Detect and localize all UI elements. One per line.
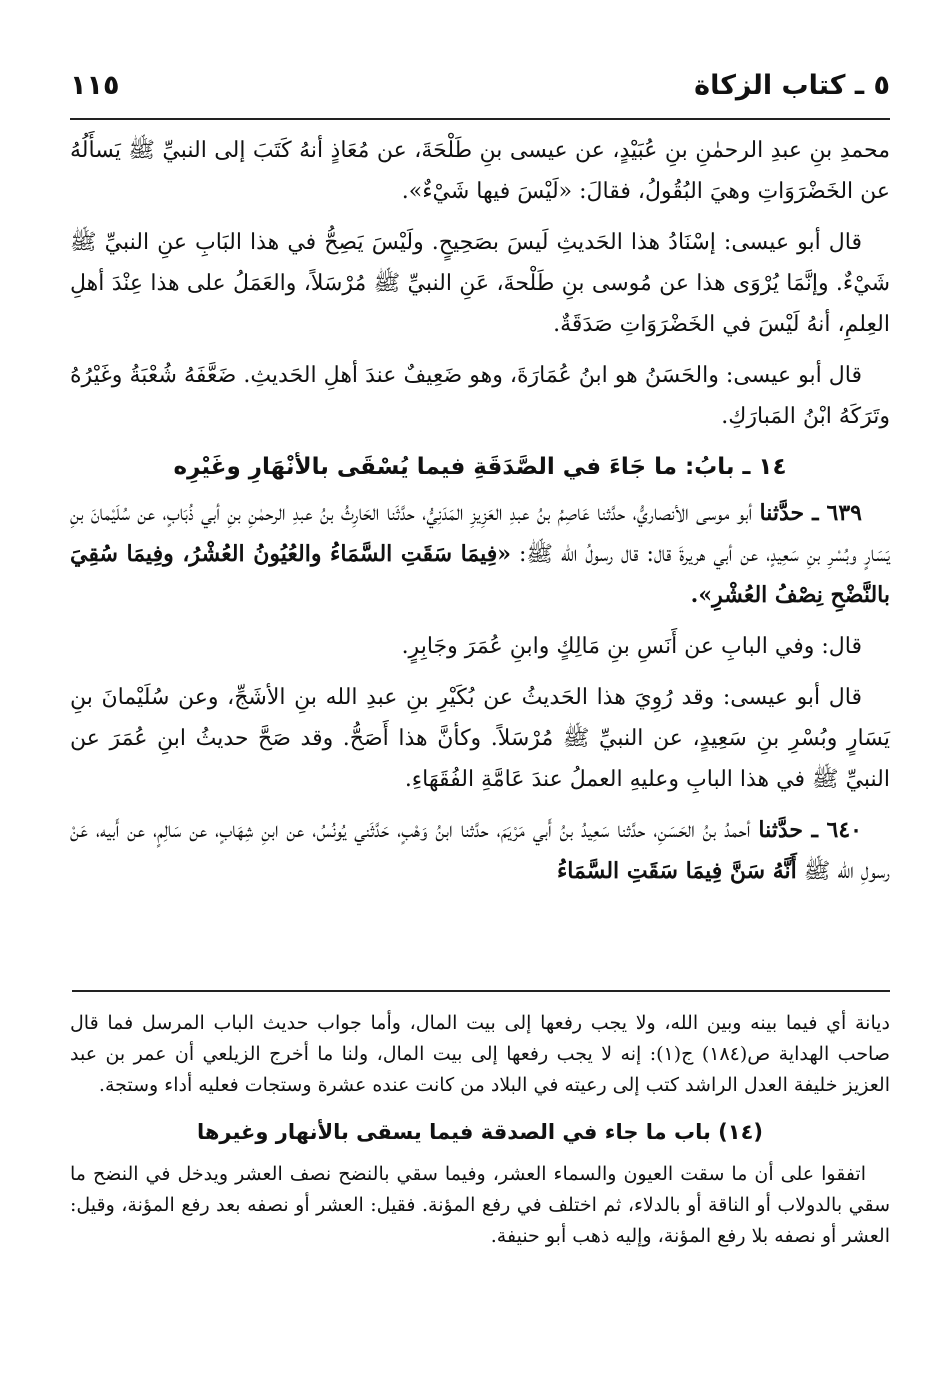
hadith-639 bbox=[70, 493, 890, 616]
footnote-rule bbox=[72, 990, 890, 992]
hadith-640-body: أحمدُ بنُ الحَسَنِ، حدَّثنا سَعِيدُ بنُ أَبي مَرْيَمَ، حدَّثنا ابنُ وَهْبٍ، حَدَّثَني يُونُسُ، عن ابنِ شِهَابٍ، عن سَالِمٍ، عن أَبيه، عَنْ رسولِ الله ﷺ bbox=[70, 818, 890, 884]
page-number: ١١٥ bbox=[70, 70, 120, 101]
hadith-639-body: أبو موسى الأنصاريُّ، حدَّثنا عَاصِمُ بنُ عبدِ العَزِيزِ المَدَنِيُّ، حدَّثَنا الحَارِثُ بنُ عبدِ الرحمٰنِ بنِ أبي ذُبَابٍ، عن سُلَيْمانَ بنِ يَسَارٍ وبُسْرِ بنِ سَعِيدٍ، عن أبي هريرةَ قال: قال رسولُ الله ﷺ: bbox=[70, 501, 891, 567]
hadith-640 bbox=[70, 810, 890, 892]
paragraph-hadith-continuation: محمدِ بنِ عبدِ الرحمٰنِ بنِ عُبَيْدٍ، عن عيسى بنِ طَلْحَةَ، عن مُعَاذٍ أنهُ كَتَبَ إلى النبيِّ ﷺ يَسأَلُهُ عن الخَضْرَوَاتِ وهيَ البُقُولُ، فقالَ: «لَيْسَ فيها شَيْءٌ». bbox=[70, 138, 890, 204]
paragraph-abu-isa-comment-3: قال أبو عيسى: وقد رُوِيَ هذا الحَديثُ عن بُكَيْرِ بنِ عبدِ الله بنِ الأشَجِّ، وعن سُلَيْمانَ بنِ يَسَارٍ وبُسْرِ بنِ سَعِيدٍ، عن النبيِّ ﷺ مُرْسَلاً. وكأنَّ هذا أَصَحُّ. وقد صَحَّ حديثُ ابنِ عُمَرَ عن النبيِّ ﷺ في هذا البابِ وعليهِ العملُ عندَ عَامَّةِ الفُقَهَاءِ. bbox=[70, 685, 890, 792]
page-header bbox=[70, 70, 890, 110]
note-chapter-14: اتفقوا على أن ما سقت العيون والسماء العشر، وفيما سقي بالنضح نصف العشر ويدخل في النضح ما سقي بالدولاب أو الناقة أو بالدلاء، ثم اختلف في رفع المؤنة. فقيل: العشر أو نصفه بعد رفع المؤنة، وقيل: العشر أو نصفه بلا رفع المؤنة، وإليه ذهب أبو حنيفة. bbox=[70, 1163, 890, 1247]
paragraph-abu-isa-comment-2: قال أبو عيسى: والحَسَنُ هو ابنُ عُمَارَةَ، وهو ضَعِيفٌ عندَ أهلِ الحَديثِ. ضَعَّفَهُ شُعْبَةُ وغَيْرُهُ وتَرَكَهُ ابْنُ المَبارَكِ. bbox=[70, 363, 890, 429]
hadith-639-quote: «فِيمَا سَقَتِ السَّمَاءُ والعُيُونُ العُشْرُ، وفِيمَا سُقِيَ بالنَّضْحِ نِصْفُ العُشْرِ». bbox=[70, 541, 890, 608]
hadith-639-lead: ٦٣٩ ـ حدَّثنا bbox=[759, 500, 862, 526]
note-heading: (١٤) باب ما جاء في الصدقة فيما يسقى بالأنهار وغيرها bbox=[196, 1120, 764, 1144]
hadith-640-lead: ٦٤٠ ـ حدَّثنا bbox=[758, 817, 862, 843]
commentary-notes bbox=[70, 1008, 890, 1266]
note-continuation: ديانة أي فيما بينه وبين الله، ولا يجب رفعها إلى بيت المال، وأما جواب حديث الباب المرسل فما قال صاحب الهداية ص(١٨٤) ج(١): إنه لا يجب رفعها إلى بيت المال، ولنا ما أخرج الزيلعي أن عمر بن عبد العزيز خليفة العدل الراشد كتب إلى رعيته في البلاد من كانت عنده عشرة وستجات فعليه أداء وستجة. bbox=[70, 1012, 890, 1096]
chapter-heading: ١٤ ـ بابُ: ما جَاءَ في الصَّدَقَةِ فيما يُسْقَى بالأنْهَارِ وغَيْرِه bbox=[173, 454, 787, 480]
hadith-640-quote: أَنَّهُ سَنَّ فِيمَا سَقَتِ السَّمَاءُ bbox=[556, 858, 797, 884]
paragraph-chapter-references: قال: وفي البابِ عن أَنَسِ بنِ مَالِكٍ وابنِ عُمَرَ وجَابِرٍ. bbox=[401, 634, 862, 659]
main-text bbox=[70, 130, 890, 902]
paragraph-abu-isa-comment-1: قال أبو عيسى: إسْنَادُ هذا الحَديثِ لَيسَ بصَحِيحٍ. ولَيْسَ يَصِحُّ في هذا البَابِ عنِ النبيِّ ﷺ شَيْءٌ. وإنَّمَا يُرْوَى هذا عن مُوسى بنِ طَلْحةَ، عَنِ النبيِّ ﷺ مُرْسَلاً، والعَمَلُ على هذا عِنْدَ أهلِ العِلمِ، أنهُ لَيْسَ في الخَضْرَوَاتِ صَدَقَةٌ. bbox=[70, 230, 890, 337]
header-rule bbox=[70, 118, 890, 120]
running-title: ٥ ـ كتاب الزكاة bbox=[694, 70, 890, 101]
